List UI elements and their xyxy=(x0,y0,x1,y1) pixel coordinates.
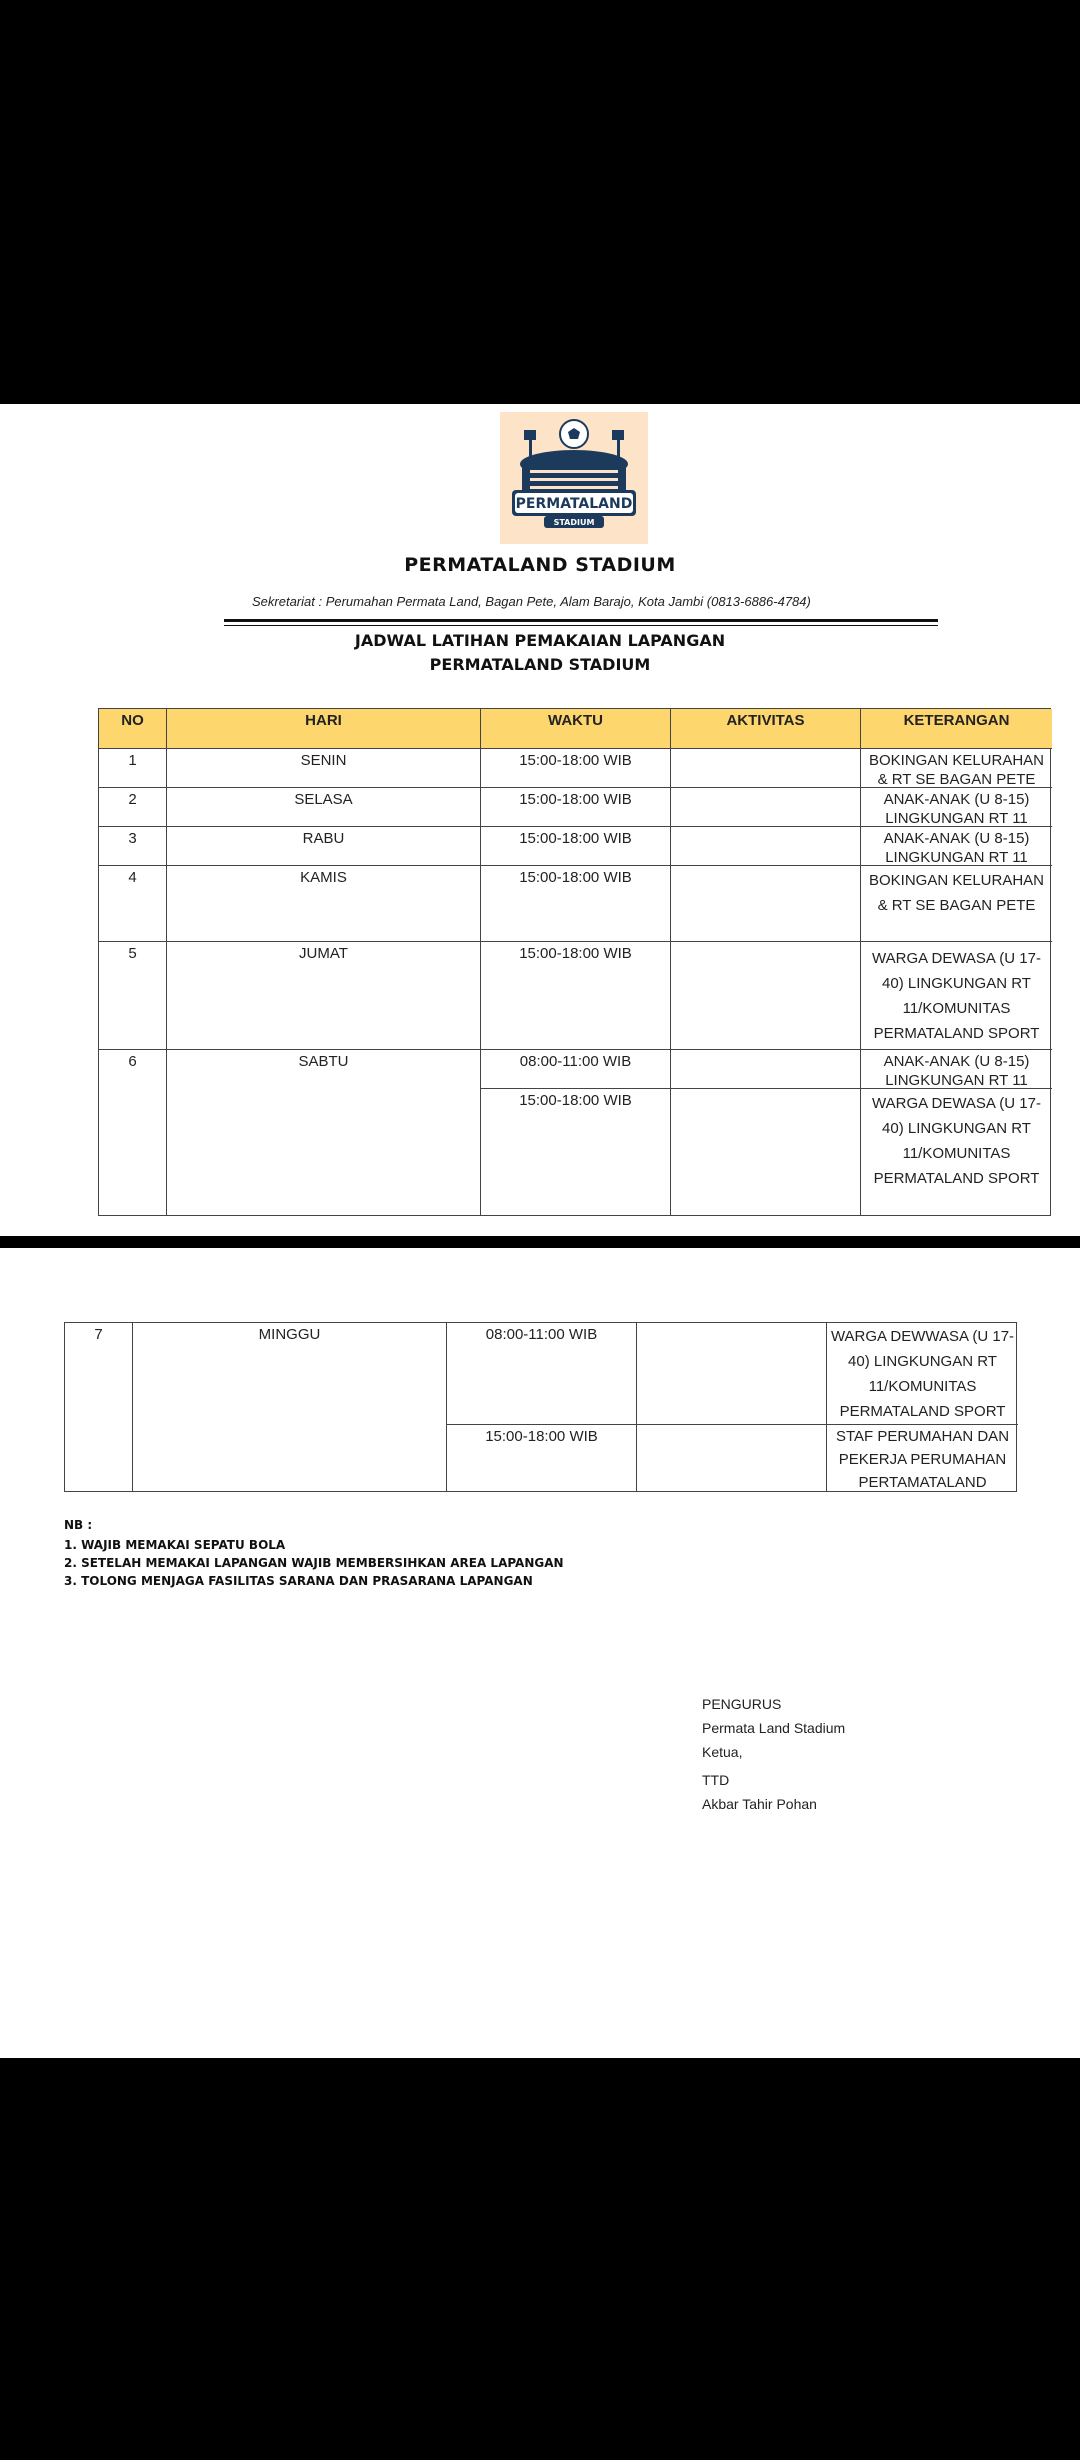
row-5-keterangan: WARGA DEWASA (U 17-40) LINGKUNGAN RT 11/KOMUNITAS PERMATALAND SPORT xyxy=(861,942,1052,1050)
row-5-hari: JUMAT xyxy=(167,942,481,1050)
row-3-keterangan: ANAK-ANAK (U 8-15) LINGKUNGAN RT 11 xyxy=(861,827,1052,866)
row-6b-aktivitas xyxy=(671,1089,861,1216)
col-header-aktivitas: AKTIVITAS xyxy=(671,709,861,749)
stadium-logo xyxy=(500,412,648,544)
header-rule xyxy=(224,619,938,622)
col-header-hari: HARI xyxy=(167,709,481,749)
row-6a-aktivitas xyxy=(671,1050,861,1089)
row-4-no: 4 xyxy=(99,866,167,942)
row-3-no: 3 xyxy=(99,827,167,866)
row-6a-waktu: 08:00-11:00 WIB xyxy=(481,1050,671,1089)
row-4-waktu: 15:00-18:00 WIB xyxy=(481,866,671,942)
note-item-1: 1. WAJIB MEMAKAI SEPATU BOLA xyxy=(64,1538,286,1552)
row-4-aktivitas xyxy=(671,866,861,942)
col-header-keterangan: KETERANGAN xyxy=(861,709,1052,749)
row-7-no: 7 xyxy=(65,1323,133,1492)
row-7b-waktu: 15:00-18:00 WIB xyxy=(447,1425,637,1492)
row-1-aktivitas xyxy=(671,749,861,788)
row-7b-aktivitas xyxy=(637,1425,827,1492)
row-3-waktu: 15:00-18:00 WIB xyxy=(481,827,671,866)
row-2-aktivitas xyxy=(671,788,861,827)
note-item-2: 2. SETELAH MEMAKAI LAPANGAN WAJIB MEMBERSIHKAN AREA LAPANGAN xyxy=(64,1556,564,1570)
col-header-waktu: WAKTU xyxy=(481,709,671,749)
signature-ttd: TTD xyxy=(702,1772,730,1788)
svg-text:STADIUM: STADIUM xyxy=(553,518,595,527)
row-5-no: 5 xyxy=(99,942,167,1050)
row-1-hari: SENIN xyxy=(167,749,481,788)
row-2-waktu: 15:00-18:00 WIB xyxy=(481,788,671,827)
schedule-table xyxy=(98,708,1051,1216)
row-7-hari: MINGGU xyxy=(133,1323,447,1492)
signature-org: PENGURUS xyxy=(702,1696,782,1712)
note-item-3: 3. TOLONG MENJAGA FASILITAS SARANA DAN PRASARANA LAPANGAN xyxy=(64,1574,533,1588)
row-1-no: 1 xyxy=(99,749,167,788)
row-6b-keterangan: WARGA DEWASA (U 17-40) LINGKUNGAN RT 11/KOMUNITAS PERMATALAND SPORT xyxy=(872,1095,1041,1187)
row-1-keterangan: BOKINGAN KELURAHAN & RT SE BAGAN PETE xyxy=(861,749,1052,788)
row-2-keterangan: ANAK-ANAK (U 8-15) LINGKUNGAN RT 11 xyxy=(861,788,1052,827)
row-6-hari: SABTU xyxy=(167,1050,481,1216)
row-4-hari: KAMIS xyxy=(167,866,481,942)
row-3-aktivitas xyxy=(671,827,861,866)
row-1-waktu: 15:00-18:00 WIB xyxy=(481,749,671,788)
signature-role: Ketua, xyxy=(702,1744,743,1760)
schedule-table-continued xyxy=(64,1322,1017,1492)
secretariat-address: Sekretariat : Perumahan Permata Land, Bagan Pete, Alam Barajo, Kota Jambi (0813-6886-4784) xyxy=(252,594,811,609)
schedule-title: JADWAL LATIHAN PEMAKAIAN LAPANGAN xyxy=(354,631,726,650)
row-7a-aktivitas xyxy=(637,1323,827,1425)
page-divider xyxy=(0,1236,1080,1242)
row-2-no: 2 xyxy=(99,788,167,827)
row-6a-keterangan: ANAK-ANAK (U 8-15) LINGKUNGAN RT 11 xyxy=(861,1050,1052,1089)
document-page-2 xyxy=(0,1248,1080,2058)
stadium-name: PERMATALAND STADIUM xyxy=(404,554,676,576)
signature-place: Permata Land Stadium xyxy=(702,1720,846,1736)
signature-name: Akbar Tahir Pohan xyxy=(702,1796,817,1812)
stadium-logo-icon xyxy=(500,412,648,544)
row-3-hari: RABU xyxy=(167,827,481,866)
header-rule-thin xyxy=(224,625,938,626)
document-page-1 xyxy=(0,404,1080,1236)
row-5-waktu: 15:00-18:00 WIB xyxy=(481,942,671,1050)
row-6b-waktu: 15:00-18:00 WIB xyxy=(481,1089,671,1216)
row-7a-keterangan: WARGA DEWWASA (U 17-40) LINGKUNGAN RT 11/KOMUNITAS PERMATALAND SPORT xyxy=(827,1323,1018,1425)
row-7b-keterangan: STAF PERUMAHAN DAN PEKERJA PERUMAHAN PERTAMATALAND xyxy=(835,1428,1010,1491)
schedule-subtitle: PERMATALAND STADIUM xyxy=(429,655,651,674)
row-4-keterangan: BOKINGAN KELURAHAN & RT SE BAGAN PETE xyxy=(861,866,1052,942)
row-2-hari: SELASA xyxy=(167,788,481,827)
col-header-no: NO xyxy=(99,709,167,749)
row-6-no: 6 xyxy=(99,1050,167,1216)
row-7a-waktu: 08:00-11:00 WIB xyxy=(447,1323,637,1425)
row-5-aktivitas xyxy=(671,942,861,1050)
notes-label: NB : xyxy=(64,1518,93,1532)
svg-text:PERMATALAND: PERMATALAND xyxy=(515,496,633,512)
